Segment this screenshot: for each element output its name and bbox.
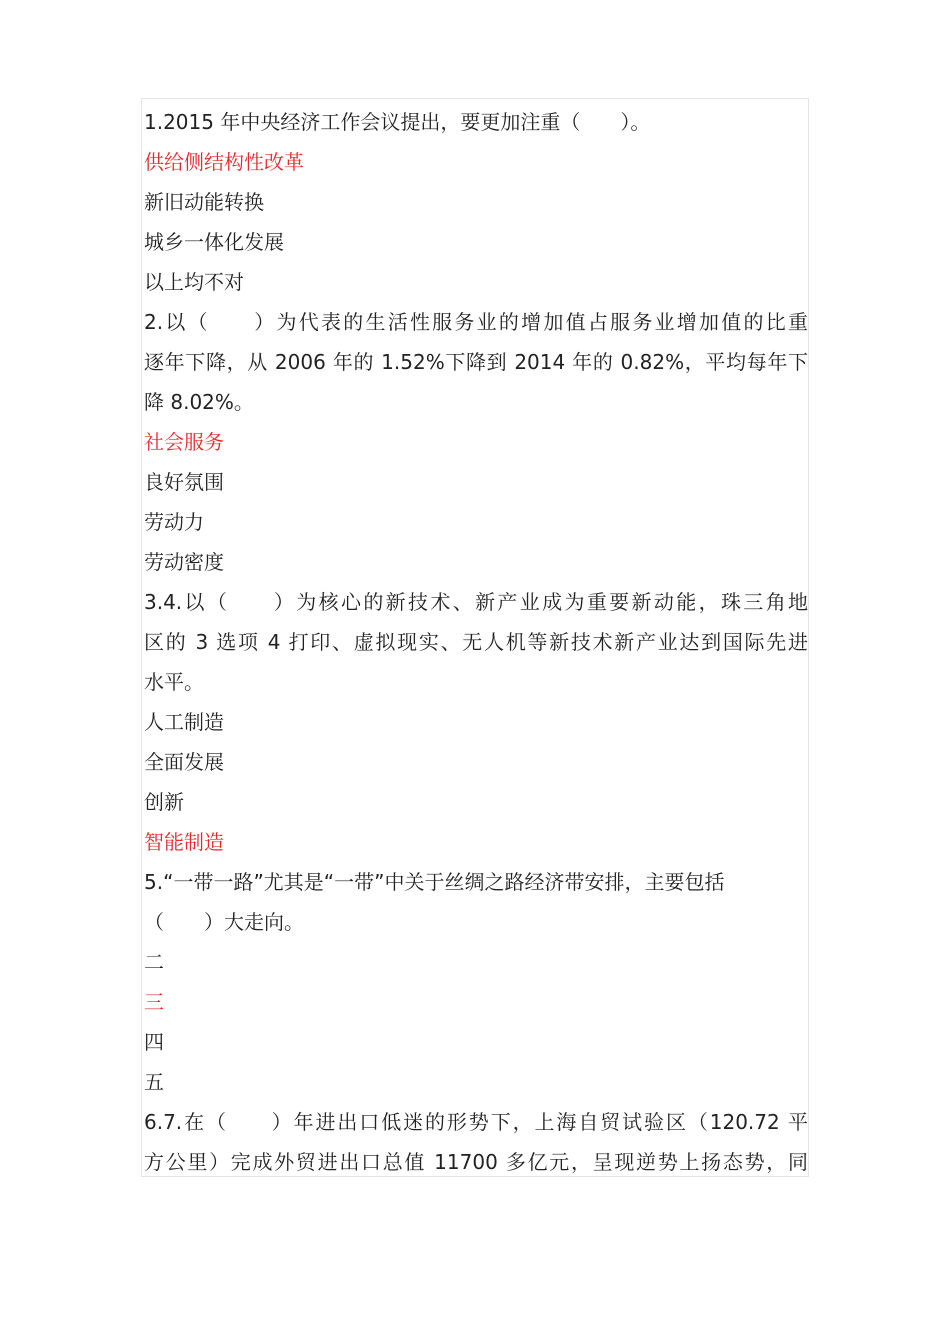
question-5-stem-line-2: （ ）大走向。	[144, 910, 304, 934]
question-5-option-3: 四	[144, 1030, 164, 1054]
question-3-stem-line-1: 3.4.以（ ）为核心的新技术、新产业成为重要新动能，珠三角地	[144, 590, 808, 614]
question-1-option-2: 新旧动能转换	[144, 190, 264, 214]
question-2-option-1: 社会服务	[144, 430, 224, 454]
question-3	[144, 582, 808, 862]
question-3-option-1: 人工制造	[144, 710, 224, 734]
question-6	[144, 1102, 808, 1182]
question-5-stem-line-1: 5.“一带一路”尤其是“一带”中关于丝绸之路经济带安排，主要包括	[144, 870, 725, 894]
question-2-option-3: 劳动力	[144, 510, 204, 534]
question-2-stem-line-2: 逐年下降，从 2006 年的 1.52%下降到 2014 年的 0.82%，平均每年下	[144, 350, 808, 374]
question-1-stem-line-1: 1.2015 年中央经济工作会议提出，要更加注重（ ）。	[144, 110, 651, 134]
question-5-option-1: 二	[144, 950, 164, 974]
question-3-option-3: 创新	[144, 790, 184, 814]
question-1-option-4: 以上均不对	[144, 270, 244, 294]
question-1-option-3: 城乡一体化发展	[144, 230, 284, 254]
question-2-option-4: 劳动密度	[144, 550, 224, 574]
question-5-option-2: 三	[144, 990, 164, 1014]
question-2-stem-line-3: 降 8.02%。	[144, 390, 254, 414]
question-6-stem-line-2: 方公里）完成外贸进出口总值 11700 多亿元，呈现逆势上扬态势，同	[144, 1150, 808, 1174]
question-3-option-2: 全面发展	[144, 750, 224, 774]
question-2	[144, 302, 808, 582]
question-1-option-1: 供给侧结构性改革	[144, 150, 304, 174]
document-content	[144, 102, 808, 1182]
question-1	[144, 102, 808, 302]
question-2-option-2: 良好氛围	[144, 470, 224, 494]
question-5	[144, 862, 808, 1102]
question-3-stem-line-2: 区的 3 选项 4 打印、虚拟现实、无人机等新技术新产业达到国际先进	[144, 630, 808, 654]
question-3-stem-line-3: 水平。	[144, 670, 204, 694]
question-6-stem-line-1: 6.7.在（ ）年进出口低迷的形势下，上海自贸试验区（120.72 平	[144, 1110, 808, 1134]
question-5-option-4: 五	[144, 1070, 164, 1094]
question-2-stem-line-1: 2.以（ ）为代表的生活性服务业的增加值占服务业增加值的比重	[144, 310, 808, 334]
question-3-option-4: 智能制造	[144, 830, 224, 854]
